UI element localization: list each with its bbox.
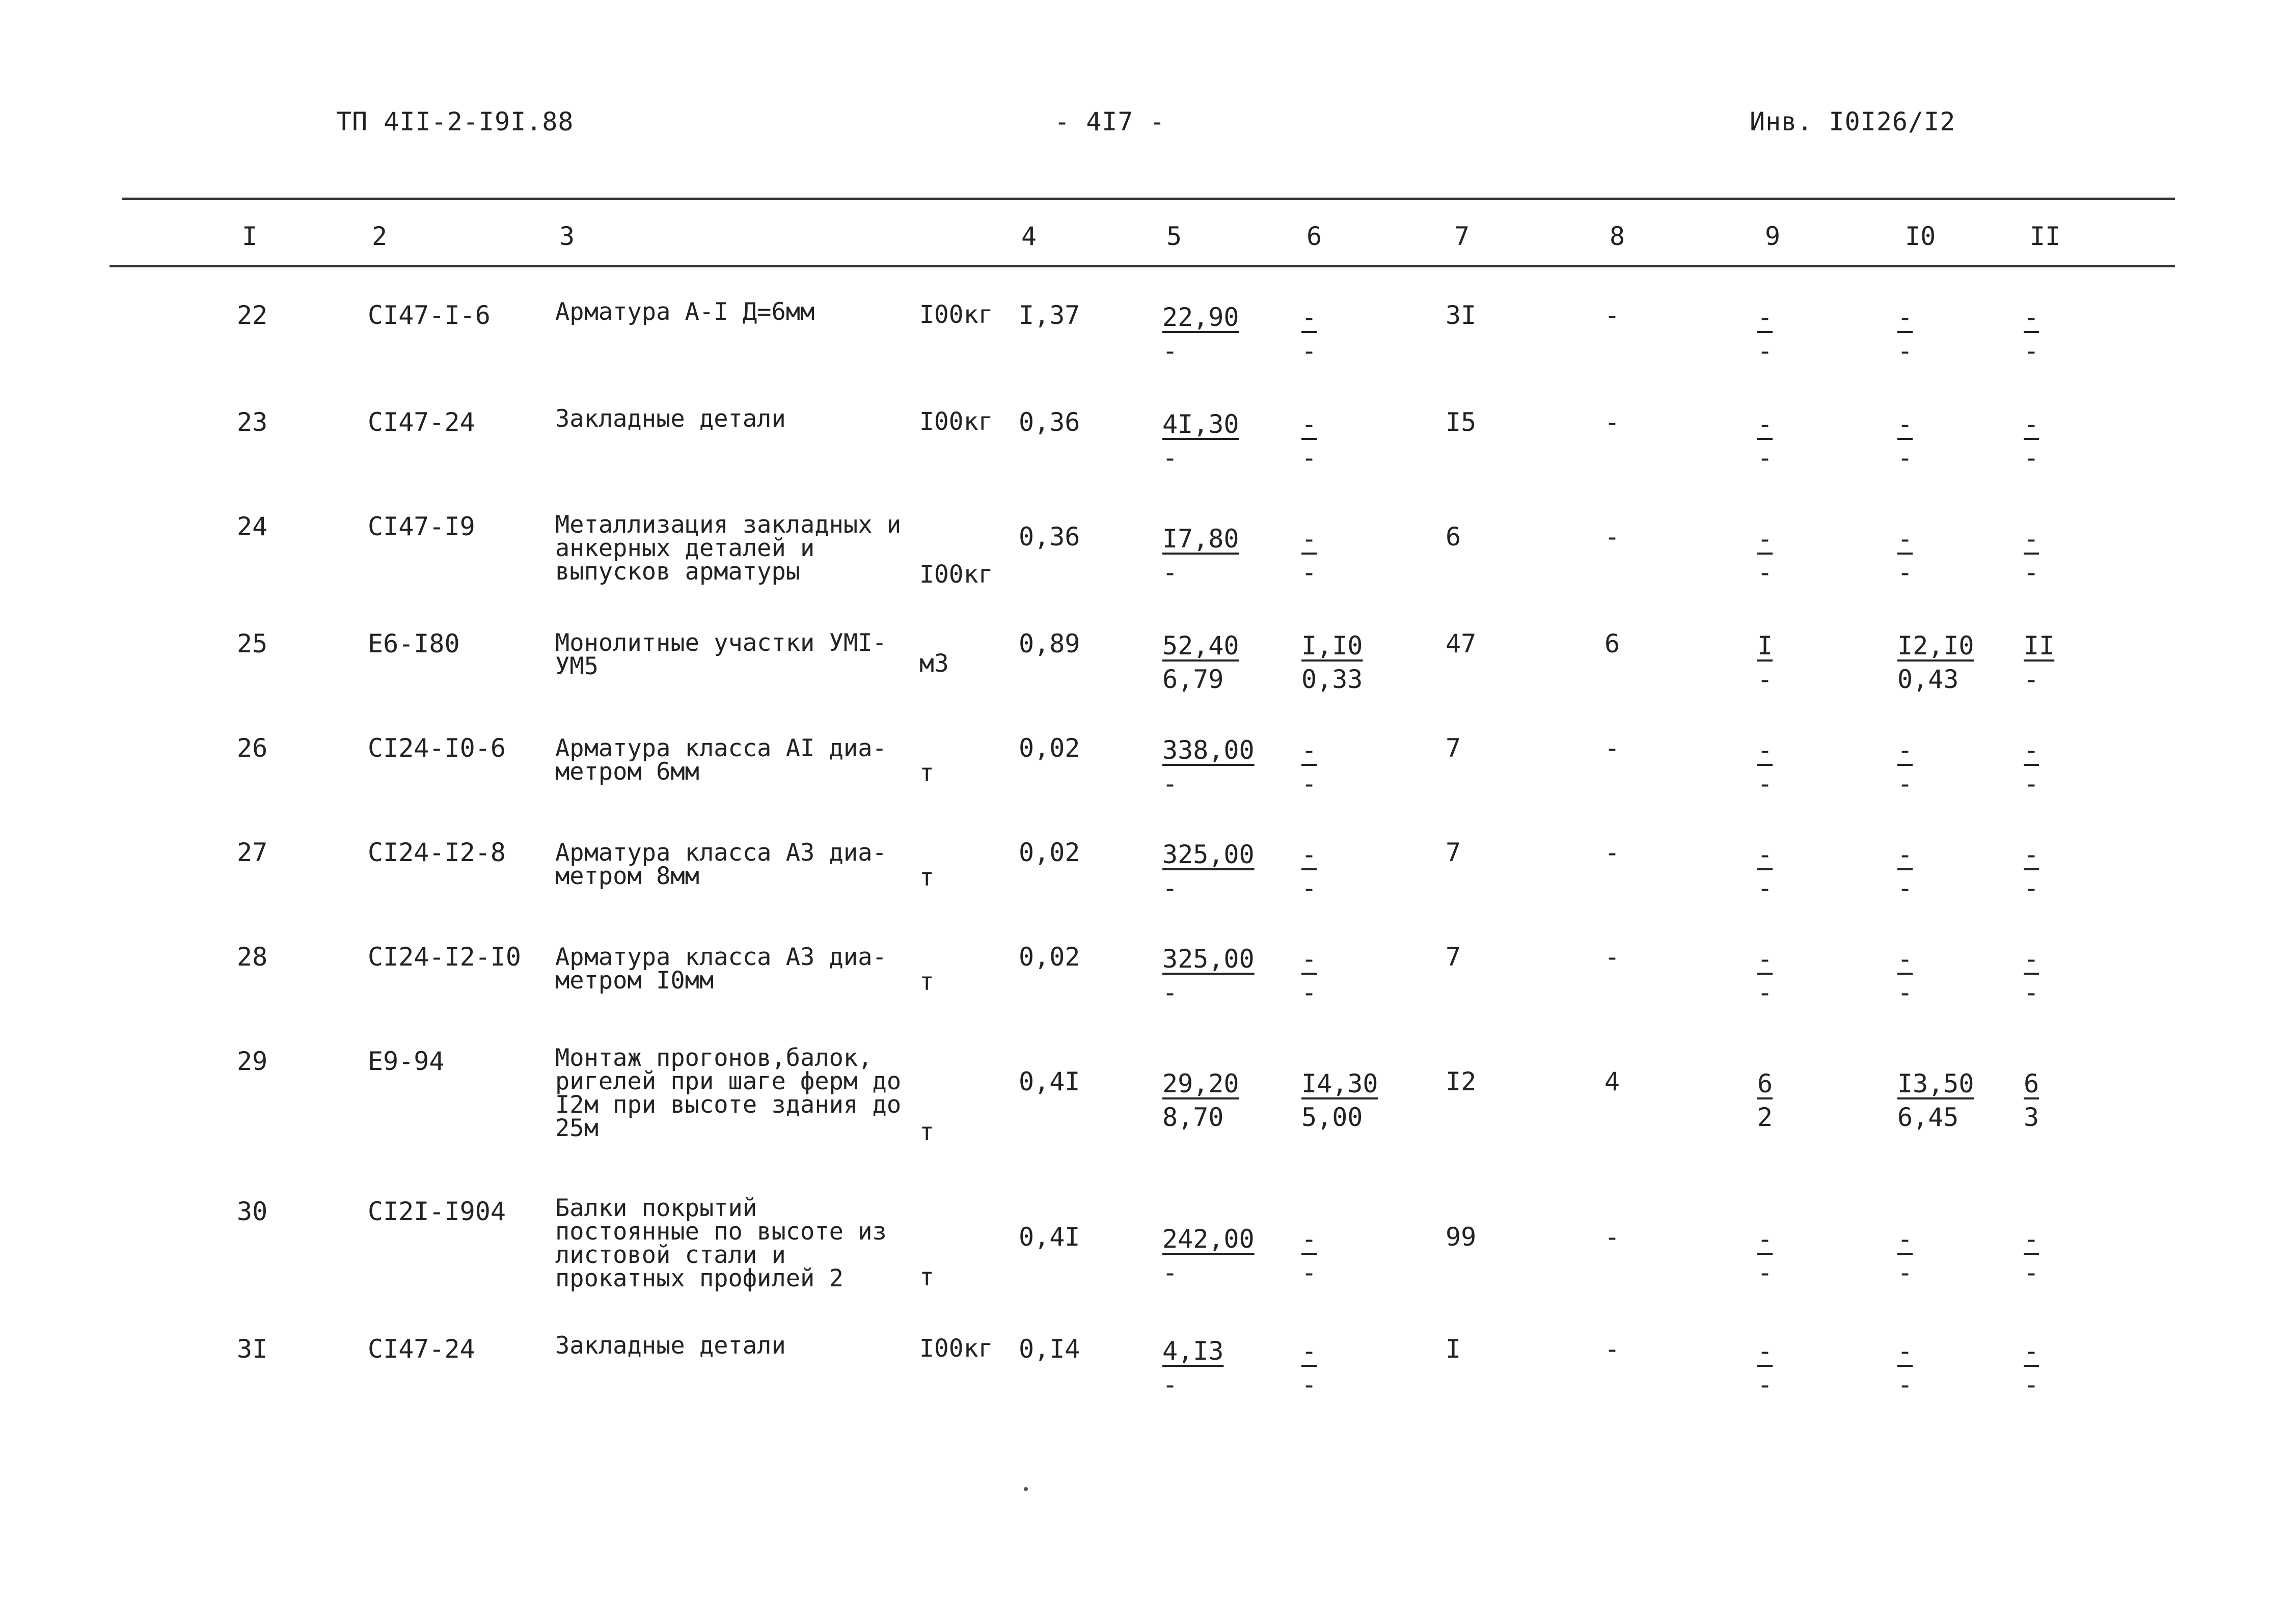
fraction-cell <box>1897 1067 1974 1134</box>
fraction-cell <box>1301 1334 1322 1401</box>
fraction-numerator: - <box>2024 840 2039 869</box>
fraction-cell <box>1897 629 1974 696</box>
unit-of-measure: I00кг <box>919 300 993 329</box>
fraction-numerator: - <box>2024 1224 2039 1254</box>
fraction-numerator: - <box>1301 1336 1317 1366</box>
fraction-numerator: - <box>1897 524 1913 554</box>
fraction-numerator: - <box>1301 840 1317 869</box>
fraction-cell <box>1301 522 1322 589</box>
work-description: Арматура класса А3 диа-метром I0мм <box>555 943 887 995</box>
fraction-numerator: - <box>1757 1224 1773 1254</box>
unit-of-measure: т <box>919 1263 934 1291</box>
fraction-denominator: - <box>1757 1370 1773 1399</box>
fraction-numerator: - <box>2024 735 2039 765</box>
fraction-cell <box>2024 942 2044 1009</box>
fraction-numerator: 242,00 <box>1162 1224 1255 1254</box>
fraction-denominator: - <box>1757 558 1773 587</box>
unit-of-measure: I00кг <box>919 560 993 589</box>
fraction-denominator: - <box>1162 336 1178 366</box>
fraction-cell <box>1301 1067 1378 1134</box>
fraction-cell <box>2024 838 2044 905</box>
doc-code: ТП 4II-2-I9I.88 <box>336 107 574 136</box>
fraction-numerator: 6 <box>1757 1069 1773 1098</box>
col7-value: 6 <box>1446 522 1461 552</box>
fraction-numerator: - <box>1757 1336 1773 1366</box>
inventory-number: Инв. I0I26/I2 <box>1750 107 1956 136</box>
work-description: Закладные детали <box>555 405 786 433</box>
fraction-numerator: I4,30 <box>1301 1069 1378 1098</box>
scan-speck <box>1024 1487 1028 1491</box>
fraction-denominator: - <box>1301 769 1317 799</box>
fraction-numerator: 4,I3 <box>1162 1336 1224 1366</box>
fraction-numerator: 325,00 <box>1162 840 1255 869</box>
column-number: 5 <box>1166 222 1182 251</box>
row-number: 24 <box>237 512 268 541</box>
fraction-denominator: - <box>1897 443 1913 473</box>
fraction-denominator: - <box>1162 873 1178 903</box>
rate-code: CI24-I0-6 <box>368 733 506 763</box>
rate-code: CI24-I2-8 <box>368 838 506 867</box>
fraction-cell <box>2024 1334 2044 1401</box>
fraction-numerator: - <box>1301 1224 1317 1254</box>
fraction-denominator: - <box>1757 769 1773 799</box>
fraction-numerator: I7,80 <box>1162 524 1239 554</box>
fraction-denominator: - <box>1757 1258 1773 1287</box>
fraction-denominator: - <box>2024 978 2039 1007</box>
rate-code: E6-I80 <box>368 629 460 658</box>
fraction-denominator: 6,79 <box>1162 665 1224 694</box>
work-description: Монтаж прогонов,балок, ригелей при шаге ферм до I2м при высоте здания до 25м <box>555 1044 902 1142</box>
fraction-denominator: - <box>1897 1370 1913 1399</box>
fraction-cell <box>2024 629 2054 696</box>
row-number: 3I <box>237 1334 268 1364</box>
fraction-denominator: - <box>2024 873 2039 903</box>
fraction-denominator: - <box>1897 873 1913 903</box>
fraction-cell <box>1162 300 1239 368</box>
fraction-denominator: - <box>2024 1258 2039 1287</box>
unit-of-measure: т <box>919 1118 934 1146</box>
fraction-numerator: - <box>2024 944 2039 974</box>
fraction-cell <box>1757 733 1778 801</box>
rate-code: CI47-I-6 <box>368 300 491 330</box>
fraction-cell <box>1162 1222 1255 1289</box>
fraction-numerator: I2,I0 <box>1897 631 1974 660</box>
fraction-cell <box>1897 300 1918 368</box>
fraction-denominator: - <box>1301 873 1317 903</box>
fraction-cell <box>1301 300 1322 368</box>
fraction-cell <box>1897 407 1918 475</box>
fraction-denominator: - <box>1301 558 1317 587</box>
work-description: Балки покрытий постоянные по высоте из листовой стали и прокатных профилей 2 <box>555 1194 887 1292</box>
row-number: 30 <box>237 1197 268 1226</box>
col8-value: - <box>1604 300 1620 330</box>
column-number: 8 <box>1610 222 1625 251</box>
fraction-numerator: - <box>1757 840 1773 869</box>
fraction-denominator: 5,00 <box>1301 1103 1363 1132</box>
fraction-cell <box>1757 300 1778 368</box>
column-number: 4 <box>1021 222 1037 251</box>
fraction-denominator: 2 <box>1757 1103 1773 1132</box>
fraction-numerator: 4I,30 <box>1162 409 1239 439</box>
fraction-denominator: - <box>1757 873 1773 903</box>
fraction-numerator: - <box>1897 944 1913 974</box>
fraction-denominator: 0,43 <box>1897 665 1959 694</box>
fraction-denominator: - <box>2024 1370 2039 1399</box>
unit-of-measure: т <box>919 759 934 787</box>
fraction-denominator: - <box>1757 443 1773 473</box>
fraction-cell <box>1301 407 1322 475</box>
fraction-denominator: - <box>1897 769 1913 799</box>
fraction-denominator: 6,45 <box>1897 1103 1959 1132</box>
fraction-cell <box>1757 838 1778 905</box>
fraction-numerator: - <box>1757 944 1773 974</box>
column-number: II <box>2030 222 2061 251</box>
col8-value: - <box>1604 1334 1620 1364</box>
fraction-denominator: - <box>1162 558 1178 587</box>
fraction-numerator: 6 <box>2024 1069 2039 1098</box>
fraction-cell <box>1757 629 1778 696</box>
fraction-cell <box>1162 733 1255 801</box>
col7-value: 3I <box>1446 300 1477 330</box>
col8-value: - <box>1604 1222 1620 1252</box>
fraction-cell <box>1162 629 1239 696</box>
quantity: 0,I4 <box>1019 1334 1080 1364</box>
fraction-denominator: - <box>1897 336 1913 366</box>
fraction-cell <box>1301 1222 1322 1289</box>
table-top-rule <box>122 198 2175 200</box>
fraction-cell <box>2024 407 2044 475</box>
fraction-cell <box>2024 733 2044 801</box>
quantity: I,37 <box>1019 300 1080 330</box>
col7-value: 47 <box>1446 629 1477 658</box>
fraction-numerator: - <box>2024 409 2039 439</box>
fraction-numerator: - <box>2024 524 2039 554</box>
quantity: 0,36 <box>1019 522 1080 552</box>
quantity: 0,4I <box>1019 1067 1080 1096</box>
rate-code: E9-94 <box>368 1047 445 1076</box>
col7-value: I5 <box>1446 407 1477 437</box>
fraction-numerator: 52,40 <box>1162 631 1239 660</box>
rate-code: CI47-24 <box>368 1334 475 1364</box>
col7-value: 99 <box>1446 1222 1477 1252</box>
work-description: Арматура класса А3 диа-метром 8мм <box>555 839 887 890</box>
fraction-denominator: - <box>1757 336 1773 366</box>
col8-value: 4 <box>1604 1067 1620 1096</box>
quantity: 0,4I <box>1019 1222 1080 1252</box>
col8-value: 6 <box>1604 629 1620 658</box>
fraction-cell <box>1301 942 1322 1009</box>
fraction-denominator: - <box>1757 665 1773 694</box>
work-description: Монолитные участки УМI-УМ5 <box>555 629 887 680</box>
fraction-denominator: - <box>1301 443 1317 473</box>
unit-of-measure: I00кг <box>919 1334 993 1363</box>
fraction-cell <box>1162 942 1255 1009</box>
fraction-denominator: 3 <box>2024 1103 2039 1132</box>
column-number: 3 <box>559 222 575 251</box>
fraction-cell <box>1897 1334 1918 1401</box>
row-number: 28 <box>237 942 268 972</box>
fraction-numerator: - <box>1897 1224 1913 1254</box>
fraction-cell <box>2024 1067 2044 1134</box>
rate-code: CI47-24 <box>368 407 475 437</box>
fraction-denominator: - <box>1162 443 1178 473</box>
fraction-numerator: I3,50 <box>1897 1069 1974 1098</box>
fraction-numerator: - <box>1301 735 1317 765</box>
fraction-cell <box>1301 838 1322 905</box>
row-number: 23 <box>237 407 268 437</box>
fraction-numerator: I <box>1757 631 1773 660</box>
fraction-denominator: - <box>2024 665 2039 694</box>
fraction-denominator: - <box>1757 978 1773 1007</box>
fraction-cell <box>1897 838 1918 905</box>
fraction-cell <box>1897 942 1918 1009</box>
quantity: 0,89 <box>1019 629 1080 658</box>
work-description: Арматура класса АI диа-метром 6мм <box>555 734 887 786</box>
row-number: 27 <box>237 838 268 867</box>
fraction-numerator: - <box>1897 735 1913 765</box>
row-number: 22 <box>237 300 268 330</box>
fraction-numerator: 29,20 <box>1162 1069 1239 1098</box>
col7-value: 7 <box>1446 942 1461 972</box>
col8-value: - <box>1604 522 1620 552</box>
fraction-denominator: - <box>1162 769 1178 799</box>
col8-value: - <box>1604 838 1620 867</box>
work-description: Арматура А-I Д=6мм <box>555 298 815 326</box>
rate-code: CI24-I2-I0 <box>368 942 522 972</box>
fraction-numerator: - <box>1301 302 1317 332</box>
fraction-numerator: - <box>1897 409 1913 439</box>
fraction-numerator: - <box>2024 302 2039 332</box>
fraction-denominator: - <box>2024 443 2039 473</box>
fraction-cell <box>1301 629 1363 696</box>
fraction-denominator: - <box>1162 1258 1178 1287</box>
fraction-cell <box>1757 1067 1778 1134</box>
fraction-numerator: 338,00 <box>1162 735 1255 765</box>
col7-value: I <box>1446 1334 1461 1364</box>
rate-code: CI2I-I904 <box>368 1197 506 1226</box>
fraction-cell <box>1162 522 1239 589</box>
fraction-denominator: - <box>1301 1370 1317 1399</box>
fraction-numerator: - <box>1301 944 1317 974</box>
fraction-numerator: - <box>1301 409 1317 439</box>
col7-value: I2 <box>1446 1067 1477 1096</box>
quantity: 0,36 <box>1019 407 1080 437</box>
quantity: 0,02 <box>1019 733 1080 763</box>
fraction-numerator: II <box>2024 631 2055 660</box>
col8-value: - <box>1604 407 1620 437</box>
fraction-denominator: - <box>2024 336 2039 366</box>
fraction-cell <box>1757 1334 1778 1401</box>
fraction-cell <box>1757 522 1778 589</box>
fraction-denominator: 0,33 <box>1301 665 1363 694</box>
column-number: 6 <box>1307 222 1322 251</box>
header-bottom-rule <box>110 265 2175 267</box>
fraction-denominator: 8,70 <box>1162 1103 1224 1132</box>
column-number: I0 <box>1905 222 1936 251</box>
fraction-numerator: - <box>1897 302 1913 332</box>
fraction-cell <box>1162 407 1239 475</box>
row-number: 25 <box>237 629 268 658</box>
fraction-denominator: - <box>2024 558 2039 587</box>
fraction-numerator: 22,90 <box>1162 302 1239 332</box>
fraction-cell <box>1897 1222 1918 1289</box>
fraction-numerator: I,I0 <box>1301 631 1363 660</box>
fraction-cell <box>1757 407 1778 475</box>
col7-value: 7 <box>1446 838 1461 867</box>
fraction-denominator: - <box>1162 978 1178 1007</box>
fraction-denominator: - <box>2024 769 2039 799</box>
fraction-numerator: 325,00 <box>1162 944 1255 974</box>
unit-of-measure: I00кг <box>919 407 993 436</box>
fraction-cell <box>1757 942 1778 1009</box>
quantity: 0,02 <box>1019 838 1080 867</box>
fraction-cell <box>2024 1222 2044 1289</box>
column-number: 2 <box>372 222 388 251</box>
column-number: 9 <box>1765 222 1781 251</box>
col8-value: - <box>1604 942 1620 972</box>
fraction-numerator: - <box>1301 524 1317 554</box>
col7-value: 7 <box>1446 733 1461 763</box>
fraction-cell <box>2024 522 2044 589</box>
unit-of-measure: м3 <box>919 649 949 678</box>
fraction-denominator: - <box>1897 1258 1913 1287</box>
fraction-cell <box>2024 300 2044 368</box>
fraction-numerator: - <box>1757 302 1773 332</box>
col8-value: - <box>1604 733 1620 763</box>
fraction-denominator: - <box>1301 336 1317 366</box>
fraction-denominator: - <box>1301 1258 1317 1287</box>
work-description: Закладные детали <box>555 1332 786 1360</box>
fraction-cell <box>1897 733 1918 801</box>
unit-of-measure: т <box>919 968 934 996</box>
fraction-numerator: - <box>1897 1336 1913 1366</box>
fraction-denominator: - <box>1897 558 1913 587</box>
fraction-cell <box>1162 1334 1223 1401</box>
fraction-cell <box>1897 522 1918 589</box>
row-number: 29 <box>237 1047 268 1076</box>
fraction-cell <box>1757 1222 1778 1289</box>
work-description: Металлизация закладных и анкерных деталей и выпусков арматуры <box>555 511 902 586</box>
rate-code: CI47-I9 <box>368 512 475 541</box>
fraction-numerator: - <box>1757 409 1773 439</box>
page-number: - 4I7 - <box>1054 107 1165 136</box>
fraction-numerator: - <box>1897 840 1913 869</box>
fraction-denominator: - <box>1162 1370 1178 1399</box>
row-number: 26 <box>237 733 268 763</box>
fraction-numerator: - <box>1757 735 1773 765</box>
column-number: 7 <box>1454 222 1470 251</box>
unit-of-measure: т <box>919 863 934 892</box>
fraction-cell <box>1162 838 1255 905</box>
column-number: I <box>242 222 258 251</box>
fraction-denominator: - <box>1301 978 1317 1007</box>
fraction-cell <box>1162 1067 1239 1134</box>
fraction-cell <box>1301 733 1322 801</box>
fraction-numerator: - <box>1757 524 1773 554</box>
quantity: 0,02 <box>1019 942 1080 972</box>
fraction-denominator: - <box>1897 978 1913 1007</box>
fraction-numerator: - <box>2024 1336 2039 1366</box>
